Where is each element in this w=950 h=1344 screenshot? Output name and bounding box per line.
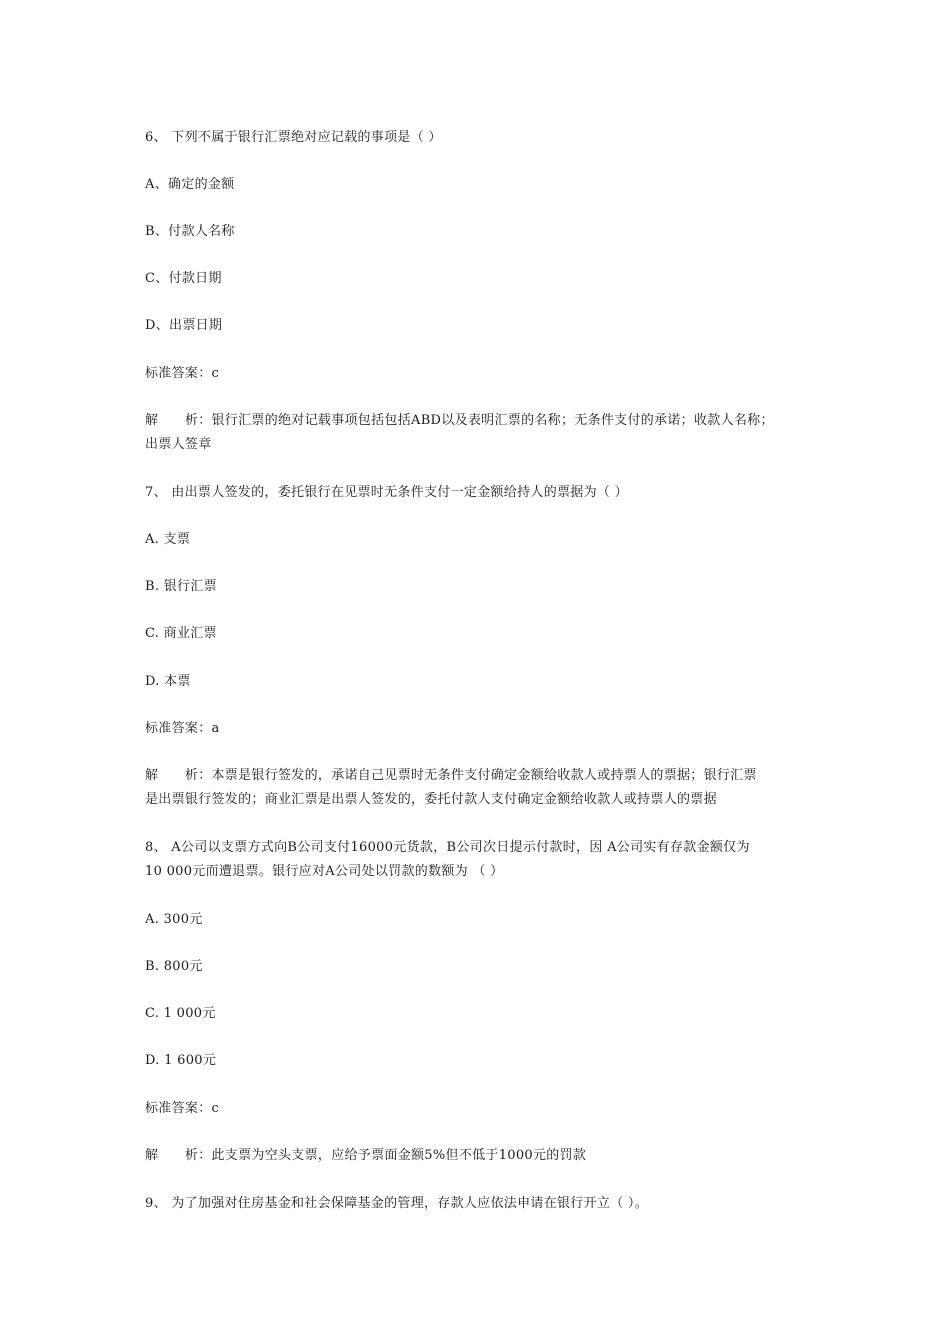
question-6-option-d: D、出票日期	[145, 318, 223, 333]
question-6-answer: 标准答案：c	[145, 366, 220, 381]
question-7-stem: 7、 由出票人签发的，委托银行在见票时无条件支付一定金额给持人的票据为（ ）	[145, 485, 628, 500]
question-7-answer: 标准答案：a	[145, 721, 220, 736]
question-8-stem-line-1: 8、 A公司以支票方式向B公司支付16000元货款，B公司次日提示付款时，因 A公司实有存款金额仅为	[145, 840, 750, 855]
question-7-option-a: A. 支票	[145, 532, 191, 547]
question-7-analysis-line-2: 是出票银行签发的；商业汇票是出票人签发的，委托付款人支付确定金额给收款人或持票人的票据	[145, 792, 717, 807]
question-8-stem-line-2: 10 000元而遭退票。银行应对A公司处以罚款的数额为 （ ）	[145, 864, 504, 879]
question-6-option-a: A、确定的金额	[145, 177, 235, 192]
question-6-analysis-line-2: 出票人签章	[145, 437, 212, 452]
question-8-option-b: B. 800元	[145, 959, 203, 974]
question-8-option-c: C. 1 000元	[145, 1006, 216, 1021]
question-8-answer: 标准答案：c	[145, 1101, 220, 1116]
question-6-stem: 6、 下列不属于银行汇票绝对应记载的事项是（ ）	[145, 130, 442, 145]
question-7-option-c: C. 商业汇票	[145, 626, 217, 641]
question-6-option-b: B、付款人名称	[145, 224, 235, 239]
question-6-option-c: C、付款日期	[145, 271, 222, 286]
question-7-analysis-line-1: 解 析：本票是银行签发的，承诺自己见票时无条件支付确定金额给收款人或持票人的票据；银行汇票	[145, 768, 757, 783]
question-8-option-d: D. 1 600元	[145, 1053, 217, 1068]
question-9-stem: 9、 为了加强对住房基金和社会保障基金的管理，存款人应依法申请在银行开立（ ）。	[145, 1196, 649, 1211]
question-8-option-a: A. 300元	[145, 912, 203, 927]
question-7-option-b: B. 银行汇票	[145, 579, 217, 594]
question-8-analysis: 解 析：此支票为空头支票，应给予票面金额5%但不低于1000元的罚款	[145, 1148, 587, 1163]
question-7-option-d: D. 本票	[145, 674, 191, 689]
question-6-analysis-line-1: 解 析：银行汇票的绝对记载事项包括包括ABD以及表明汇票的名称；无条件支付的承诺；收款人名称；	[145, 413, 774, 428]
